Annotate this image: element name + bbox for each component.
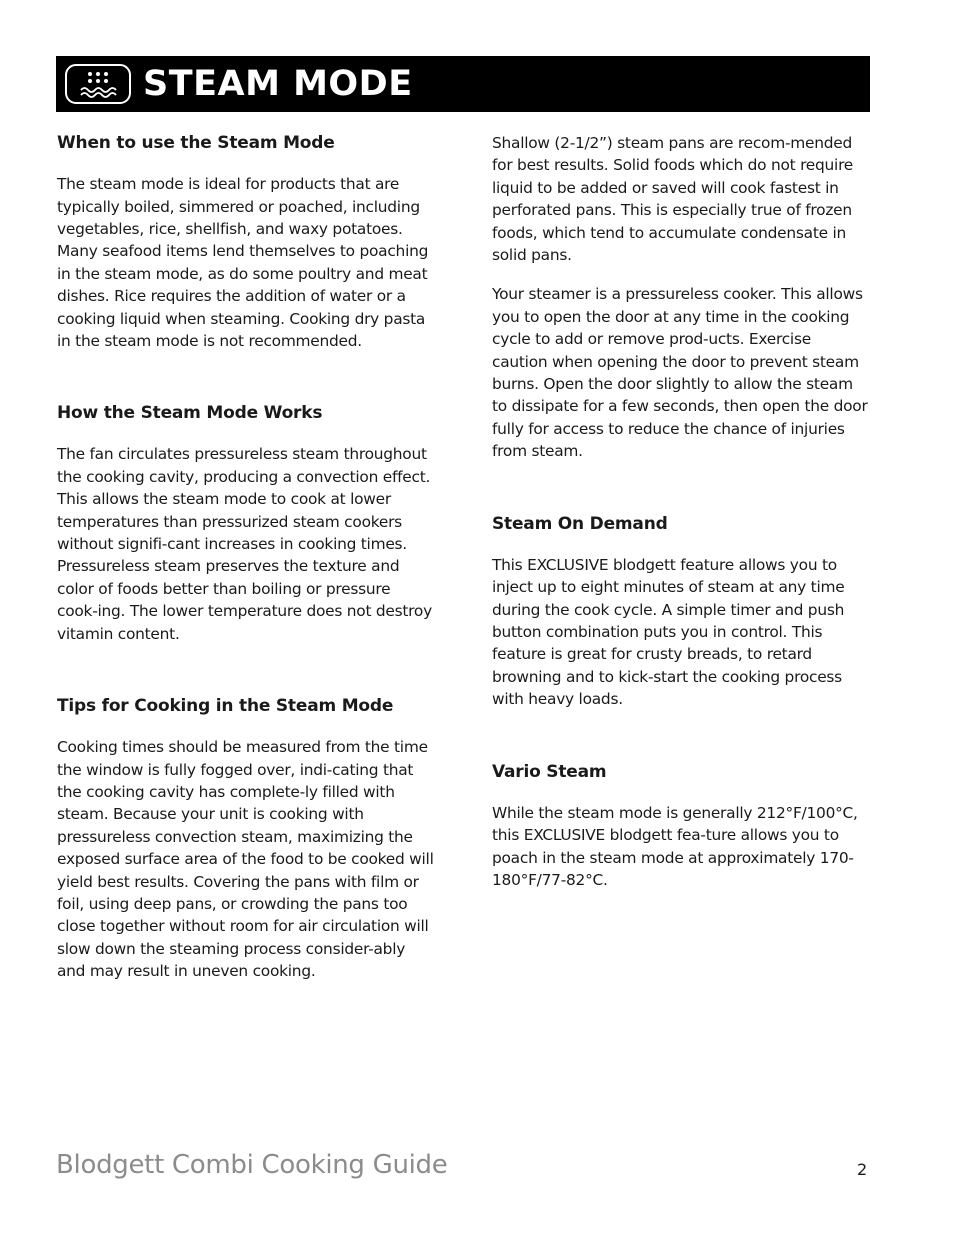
heading-vario-steam: Vario Steam: [492, 761, 607, 782]
paragraph-shallow-pans: Shallow (2-1/2”) steam pans are recom-mended for best results. Solid foods which do not require liquid to be added or saved will cook fastest in perforated pans. This is especially true of frozen foods, which tend to accumulate condensate in solid pans.: [492, 134, 854, 265]
paragraph-pressureless-cooker: Your steamer is a pressureless cooker. This allows you to open the door at any time in the cooking cycle to add or remove prod-ucts. Exercise caution when opening the door to prevent steam burns. Open the door slightly to allow the steam to dissipate for a few seconds, then open the door fully for access to reduce the chance of injuries from steam.: [492, 285, 868, 461]
heading-tips: Tips for Cooking in the Steam Mode: [57, 696, 394, 717]
spacer: [57, 645, 435, 695]
paragraph-steam-on-demand: This EXCLUSIVE blodgett feature allows you to inject up to eight minutes of steam at any time during the cook cycle. A simple timer and push button combination puts you in control. This feature is great for crusty breads, to retard browning and to kick-start the cooking process with heavy loads.: [492, 555, 845, 709]
spacer: [492, 266, 870, 283]
page-title: STEAM MODE: [143, 63, 413, 104]
page-number: 2: [857, 1160, 868, 1179]
paragraph-when-to-use: The steam mode is ideal for products that are typically boiled, simmered or poached, including vegetables, rice, shellfish, and waxy potatoes. Many seafood items lend themselves to poaching in the steam mode, as do some poultry and meat dishes. Rice requires the addition of water or a cooking liquid when steaming. Cooking dry pasta in the steam mode is not recommended.: [57, 175, 429, 350]
steam-oven-icon: [65, 64, 131, 104]
left-column: [57, 132, 435, 983]
heading-steam-on-demand: Steam On Demand: [492, 513, 668, 534]
steam-dots-waves-icon: [75, 70, 121, 98]
heading-when-to-use: When to use the Steam Mode: [57, 133, 335, 153]
paragraph-how-it-works: The fan circulates pressureless steam throughout the cooking cavity, producing a convection effect. This allows the steam mode to cook at lower temperatures than pressurized steam cookers without signifi-cant increases in cooking times. Pressureless steam preserves the texture and color of foods better than boiling or pressure cook-ing. The lower temperature does not destroy vitamin content.: [57, 445, 432, 643]
heading-how-it-works: How the Steam Mode Works: [57, 403, 323, 424]
spacer: [492, 711, 870, 761]
right-column: [492, 132, 870, 891]
spacer: [57, 352, 435, 402]
section-banner: [56, 56, 870, 112]
paragraph-vario-steam: While the steam mode is generally 212°F/100°C, this EXCLUSIVE blodgett fea-ture allows you to poach in the steam mode at approximately 170-180°F/77-82°C.: [492, 803, 858, 889]
paragraph-tips: Cooking times should be measured from the time the window is fully fogged over, indi-cating that the cooking cavity has complete-ly filled with steam. Because your unit is cooking with pressureless convection steam, maximizing the exposed surface area of the food to be cooked will yield best results. Covering the pans with film or foil, using deep pans, or crowding the pans too close together without room for air circulation will slow down the steaming process consider-ably and may result in uneven cooking.: [57, 738, 434, 981]
spacer: [492, 463, 870, 513]
footer-guide-title: Blodgett Combi Cooking Guide: [56, 1150, 448, 1180]
